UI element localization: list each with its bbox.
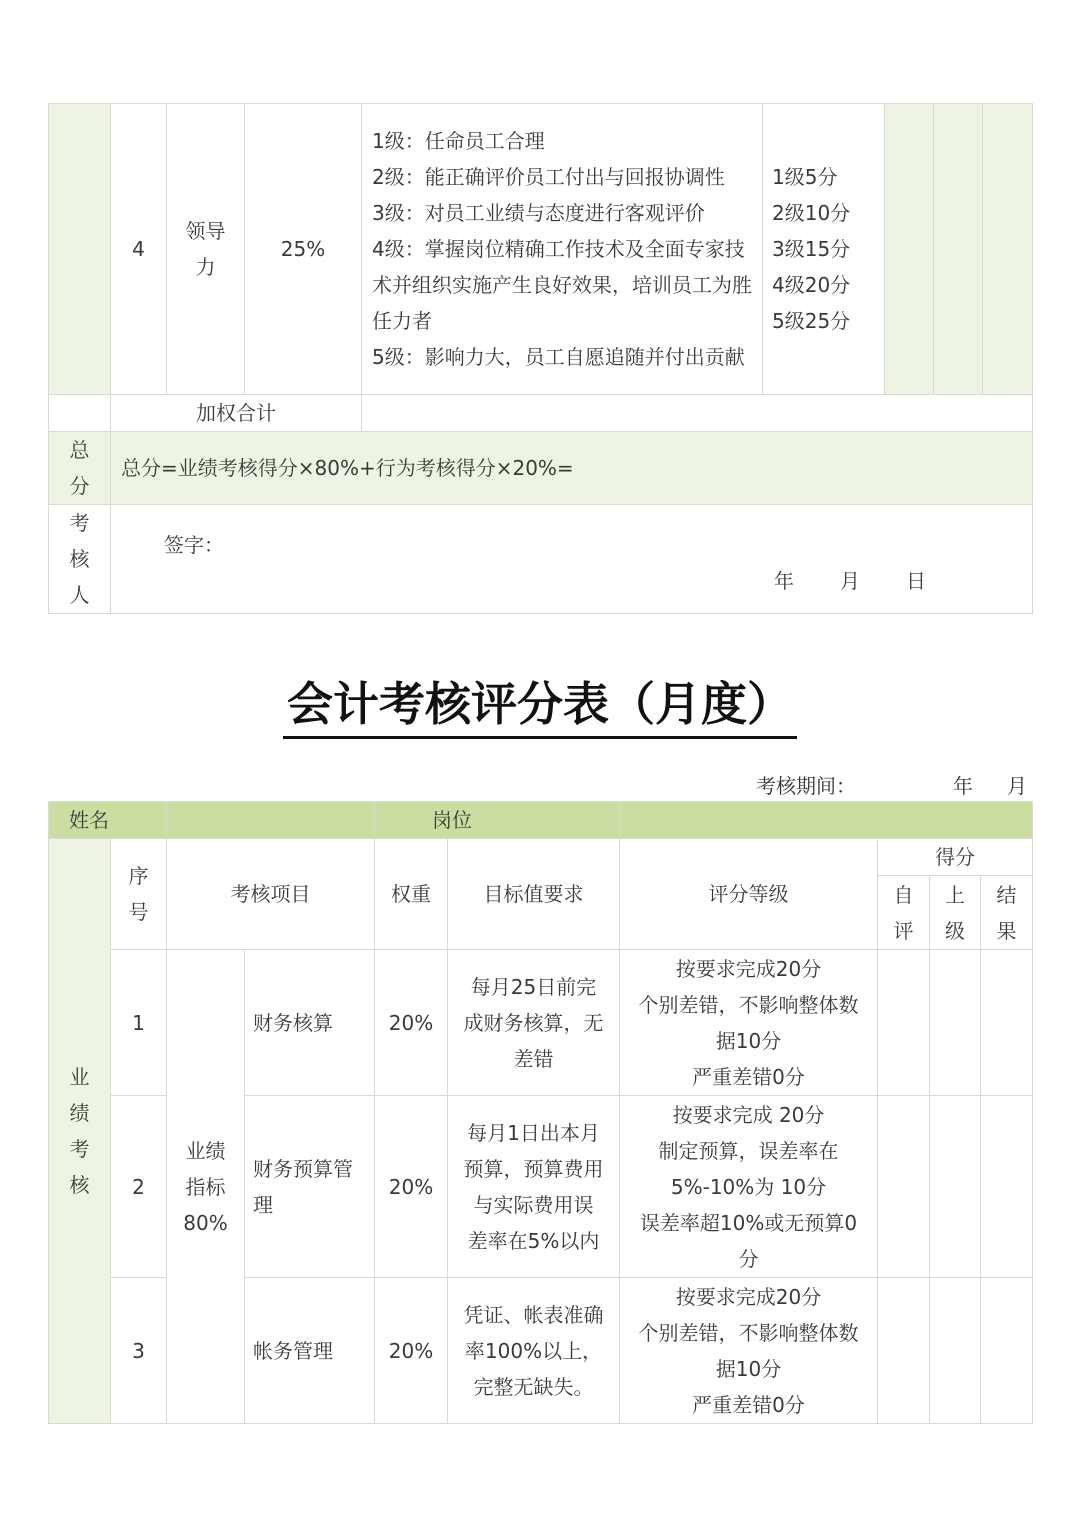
level-description: 1级：任命员工合理 2级：能正确评价员工付出与回报协调性 3级：对员工业绩与态度进行客观评价 4级：掌握岗位精确工作技术及全面专家技术并组织实施产生良好效果，培训员工为胜任力者 5级：影响力大，员工自愿追随并付出贡献	[362, 104, 763, 395]
result-score-cell[interactable]	[983, 104, 1033, 395]
self-score-cell[interactable]	[878, 950, 930, 1096]
total-formula: 总分=业绩考核得分×80%+行为考核得分×20%=	[111, 432, 1033, 505]
sign-day: 日	[906, 569, 926, 593]
grade-text: 按要求完成 20分 制定预算，误差率在 5%-10%为 10分 误差率超10%或无预算0 分	[620, 1096, 878, 1278]
target-text: 凭证、帐表准确 率100%以上， 完整无缺失。	[448, 1278, 620, 1424]
post-label: 岗位	[375, 802, 620, 839]
superior-score-cell[interactable]	[930, 1096, 981, 1278]
result-score-cell[interactable]	[981, 1096, 1033, 1278]
weight: 20%	[375, 1278, 448, 1424]
score-header: 得分	[878, 839, 1033, 876]
superior-header: 上 级	[930, 876, 981, 950]
name-value[interactable]	[167, 802, 375, 839]
self-score-cell[interactable]	[878, 1096, 930, 1278]
weighted-total-row	[49, 395, 1033, 432]
weight-header: 权重	[375, 839, 448, 950]
header-row	[49, 839, 1033, 876]
section-cell	[49, 104, 111, 395]
row-number: 1	[111, 950, 167, 1096]
result-header: 结 果	[981, 876, 1033, 950]
weighted-total-label: 加权合计	[111, 395, 362, 432]
row-number: 3	[111, 1278, 167, 1424]
superior-score-cell[interactable]	[934, 104, 983, 395]
weight: 20%	[375, 1096, 448, 1278]
grade-text: 按要求完成20分 个别差错，不影响整体数 据10分 严重差错0分	[620, 1278, 878, 1424]
weighted-total-value[interactable]	[362, 395, 1033, 432]
result-score-cell[interactable]	[981, 950, 1033, 1096]
grade-text: 按要求完成20分 个别差错，不影响整体数 据10分 严重差错0分	[620, 950, 878, 1096]
seq-header: 序 号	[111, 839, 167, 950]
target-header: 目标值要求	[448, 839, 620, 950]
total-row	[49, 432, 1033, 505]
sign-year: 年	[774, 569, 794, 593]
sign-label: 签字：	[164, 533, 224, 557]
level-scores: 1级5分 2级10分 3级15分 4级20分 5级25分	[763, 104, 885, 395]
assessor-label: 考 核 人	[49, 505, 111, 614]
period-label: 考核期间：	[756, 774, 856, 798]
name-label: 姓名	[49, 802, 167, 839]
total-label: 总 分	[49, 432, 111, 505]
assessor-row	[49, 505, 1033, 614]
sign-month: 月	[840, 569, 860, 593]
item-header: 考核项目	[167, 839, 375, 950]
period-month: 月	[1007, 774, 1027, 798]
row-number: 2	[111, 1096, 167, 1278]
target-text: 每月1日出本月 预算，预算费用 与实际费用误 差率在5%以内	[448, 1096, 620, 1278]
period-year: 年	[953, 774, 973, 798]
name-post-row	[49, 802, 1033, 839]
target-text: 每月25日前完 成财务核算，无 差错	[448, 950, 620, 1096]
item-name: 财务核算	[245, 950, 375, 1096]
page-title: 会计考核评分表（月度）	[0, 672, 1080, 739]
row-number: 4	[111, 104, 167, 395]
superior-score-cell[interactable]	[930, 950, 981, 1096]
table-row	[49, 104, 1033, 395]
group-label: 业绩 指标 80%	[167, 950, 245, 1424]
assessment-table	[48, 801, 1033, 1424]
superior-score-cell[interactable]	[930, 1278, 981, 1424]
leadership-table	[48, 103, 1033, 614]
section-label: 业 绩 考 核	[49, 839, 111, 1424]
table-row	[49, 950, 1033, 1096]
weight: 25%	[245, 104, 362, 395]
weight: 20%	[375, 950, 448, 1096]
item-name: 领导 力	[167, 104, 245, 395]
item-name: 财务预算管理	[245, 1096, 375, 1278]
signature-area[interactable]	[111, 505, 1033, 614]
post-value[interactable]	[620, 802, 1033, 839]
self-header: 自 评	[878, 876, 930, 950]
self-score-cell[interactable]	[878, 1278, 930, 1424]
grade-header: 评分等级	[620, 839, 878, 950]
item-name: 帐务管理	[245, 1278, 375, 1424]
self-score-cell[interactable]	[885, 104, 934, 395]
result-score-cell[interactable]	[981, 1278, 1033, 1424]
